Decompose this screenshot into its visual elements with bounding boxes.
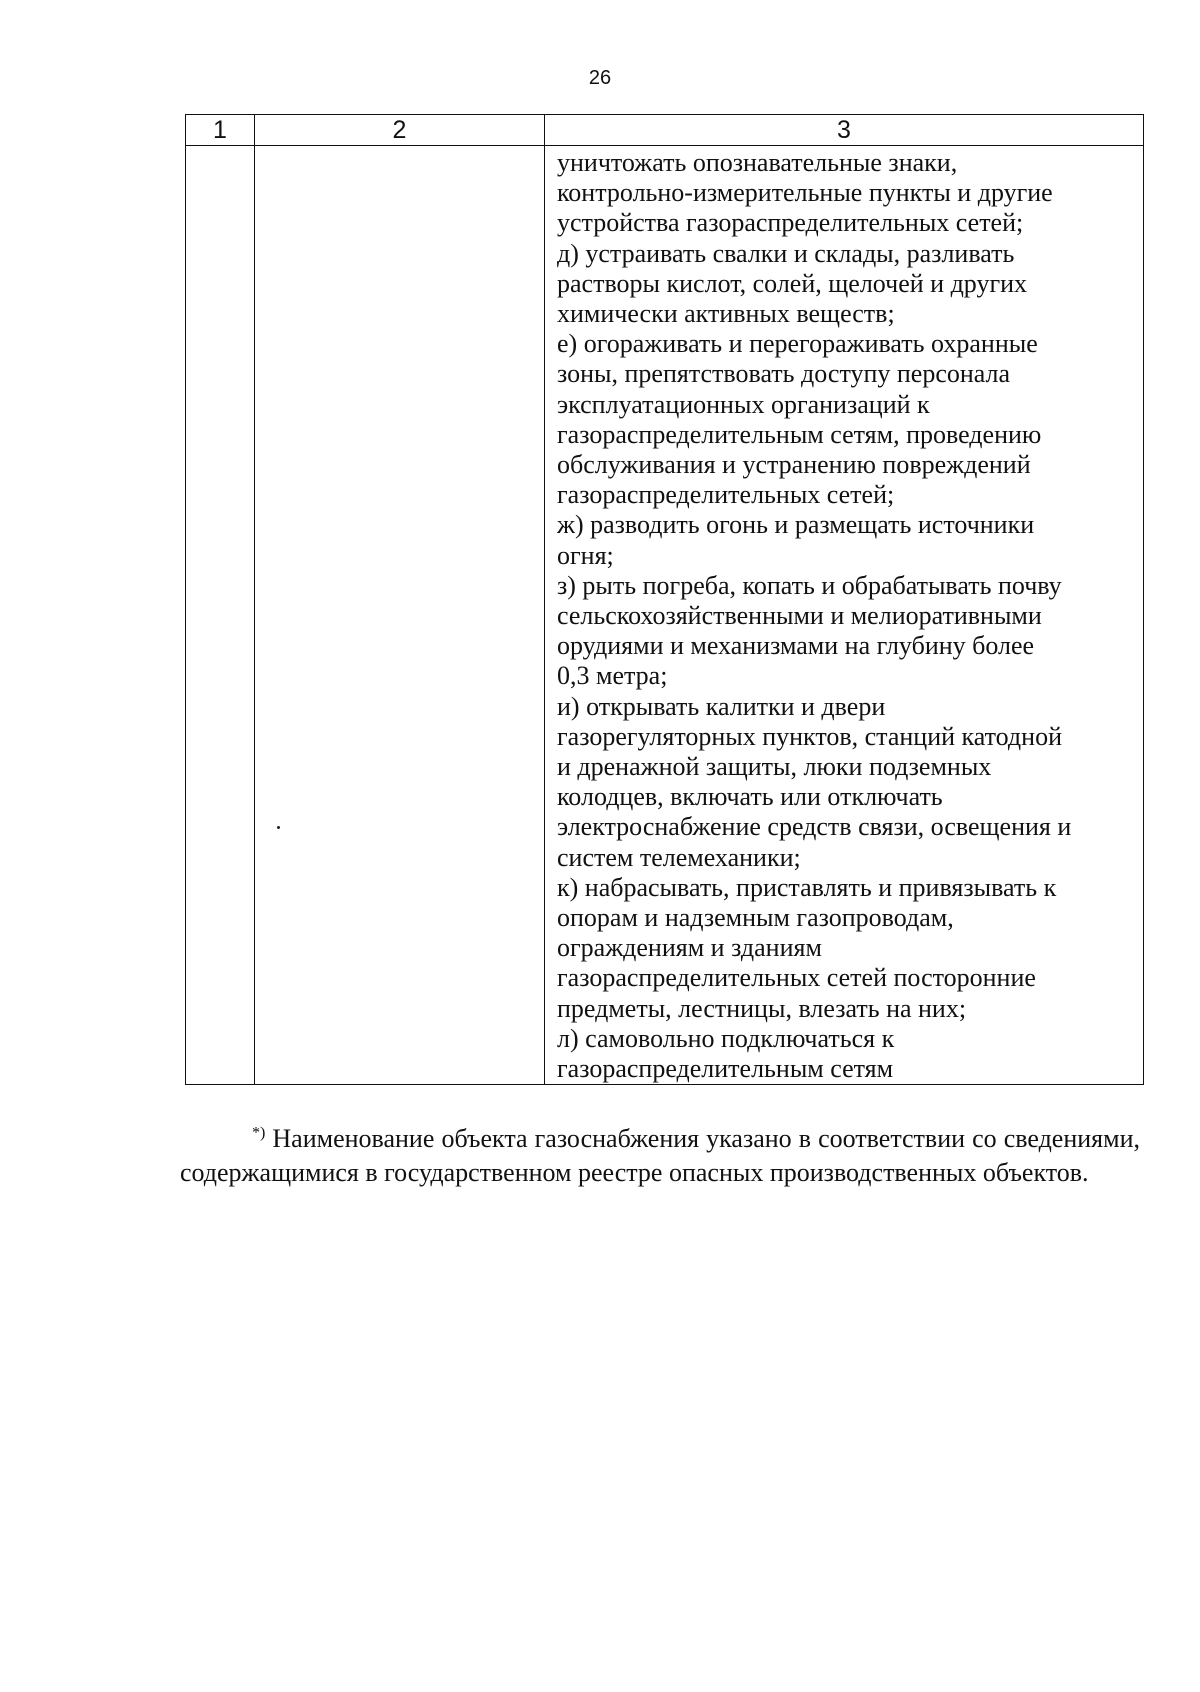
- column-3-text-line: л) самовольно подключаться к: [557, 1023, 895, 1053]
- column-3-text-line: газораспределительных сетей посторонние: [557, 963, 1036, 993]
- table-cell-column-1: [186, 146, 255, 1085]
- column-3-text: [545, 146, 1143, 1084]
- column-3-text-line: растворы кислот, солей, щелочей и других: [557, 268, 1028, 298]
- column-3-text-line: уничтожать опознавательные знаки,: [557, 148, 958, 177]
- column-3-text-line: химически активных веществ;: [557, 299, 895, 329]
- column-3-text-line: газораспределительных сетей;: [557, 480, 895, 510]
- document-table: [185, 114, 1144, 1085]
- column-header-2: 2: [255, 115, 545, 146]
- column-header-3: 3: [545, 115, 1144, 146]
- column-3-text-line: и) открывать калитки и двери: [557, 691, 886, 721]
- stray-mark: [277, 826, 280, 829]
- table-header-row: [186, 115, 1144, 146]
- footnote: [180, 1122, 1140, 1190]
- column-3-text-line: газорегуляторных пунктов, станций катодной: [557, 721, 1062, 751]
- column-3-text-line: газораспределительным сетям, проведению: [557, 419, 1042, 449]
- column-3-text-line: предметы, лестницы, влезать на них;: [557, 993, 967, 1023]
- column-3-text-line: з) рыть погреба, копать и обрабатывать почву: [557, 570, 1062, 600]
- column-3-text-line: газораспределительным сетям: [557, 1054, 894, 1084]
- column-3-text-line: эксплуатационных организаций к: [557, 389, 930, 419]
- column-3-text-line: и дренажной защиты, люки подземных: [557, 752, 992, 782]
- column-3-text-line: обслуживания и устранению повреждений: [557, 450, 1031, 480]
- column-3-text-line: контрольно-измерительные пункты и другие: [557, 178, 1053, 208]
- table-row: [186, 146, 1144, 1085]
- column-3-text-line: к) набрасывать, приставлять и привязывать к: [557, 872, 1057, 902]
- column-3-text-line: е) огораживать и перегораживать охранные: [557, 329, 1038, 359]
- column-3-text-line: огня;: [557, 540, 614, 570]
- footnote-marker: *): [252, 1124, 266, 1142]
- table-cell-column-2: [255, 146, 545, 1085]
- column-3-text-line: ж) разводить огонь и размещать источники: [557, 510, 1035, 540]
- column-3-text-line: орудиями и механизмами на глубину более: [557, 631, 1035, 661]
- column-3-text-line: электроснабжение средств связи, освещения и: [557, 812, 1072, 842]
- column-3-text-line: колодцев, включать или отключать: [557, 782, 943, 812]
- column-3-text-line: ограждениям и зданиям: [557, 933, 822, 963]
- column-3-text-line: опорам и надземным газопроводам,: [557, 903, 954, 933]
- column-header-1: 1: [186, 115, 255, 146]
- column-3-text-line: зоны, препятствовать доступу персонала: [557, 359, 1011, 389]
- page-number: 26: [588, 67, 612, 89]
- column-3-text-line: сельскохозяйственными и мелиоративными: [557, 601, 1042, 631]
- column-3-text-line: д) устраивать свалки и склады, разливать: [557, 238, 1015, 268]
- column-3-text-line: 0,3 метра;: [557, 661, 668, 691]
- column-3-text-line: систем телемеханики;: [557, 842, 801, 872]
- column-3-text-line: устройства газораспределительных сетей;: [557, 208, 1024, 238]
- table-cell-column-3: [545, 146, 1144, 1085]
- footnote-text: Наименование объекта газоснабжения указано в соответствии со сведениями, содержащимися в государственном реестре опасных производственных объектов.: [180, 1124, 1140, 1187]
